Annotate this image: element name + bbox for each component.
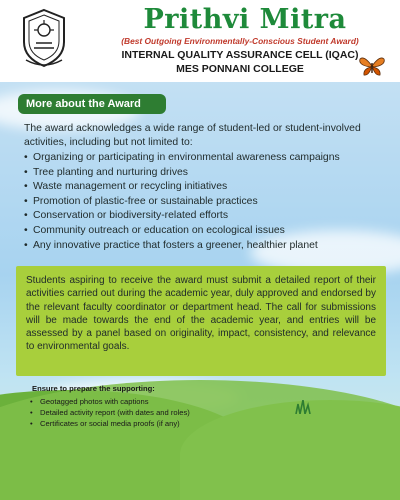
list-item-text: Conservation or biodiversity-related efforts xyxy=(33,210,229,222)
college-name: MES PONNANI COLLEGE xyxy=(176,63,304,75)
section-heading-badge: More about the Award xyxy=(18,94,166,114)
list-item: • Community outreach or education on ecological issues xyxy=(24,224,285,236)
list-item-text: Detailed activity report (with dates and roles) xyxy=(40,408,190,417)
supporting-docs-list xyxy=(30,396,190,429)
list-item-text: Certificates or social media proofs (if any) xyxy=(40,419,180,428)
activity-bullet-list xyxy=(24,151,384,253)
list-item: • Tree planting and nurturing drives xyxy=(24,166,188,178)
list-item-text: Tree planting and nurturing drives xyxy=(33,166,188,178)
list-item: • Certificates or social media proofs (if any) xyxy=(30,419,180,428)
list-item-text: Promotion of plastic-free or sustainable practices xyxy=(33,195,258,207)
award-subtitle: (Best Outgoing Environmentally-Conscious Student Award) xyxy=(121,36,359,46)
list-item: • Geotagged photos with captions xyxy=(30,397,149,406)
award-title: Prithvi Mitra xyxy=(143,4,347,35)
list-item-text: Organizing or participating in environmental awareness campaigns xyxy=(33,152,340,163)
grass-tuft-icon xyxy=(294,400,312,414)
organizer-cell: INTERNAL QUALITY ASSURANCE CELL (IQAC) xyxy=(121,49,359,61)
list-item-text: Geotagged photos with captions xyxy=(40,397,149,406)
college-emblem-logo xyxy=(20,8,68,68)
list-item: • Detailed activity report (with dates and roles) xyxy=(30,408,190,417)
list-item: • Conservation or biodiversity-related efforts xyxy=(24,210,229,222)
award-intro-text: The award acknowledges a wide range of student-led or student-involved activities, including but not limited to: xyxy=(24,123,361,148)
list-item-text: Community outreach or education on ecological issues xyxy=(33,224,285,236)
list-item: • Promotion of plastic-free or sustainable practices xyxy=(24,195,258,207)
supporting-docs-title: Ensure to prepare the supporting: xyxy=(32,384,155,393)
header-banner xyxy=(0,0,400,82)
list-item: • Any innovative practice that fosters a greener, healthier planet xyxy=(24,239,318,251)
submission-text: Students aspiring to receive the award must submit a detailed report of their activities carried out during the academic year, duly approved and endorsed by the relevant faculty coordinator or department head. The call for submissions will be made towards the end of the academic year, and entries will be assessed by a panel based on originality, impact, consistency, and relevance to environmental goals. xyxy=(26,275,376,353)
submission-info-box xyxy=(16,266,386,376)
list-item-text: Any innovative practice that fosters a greener, healthier planet xyxy=(33,239,318,251)
list-item-text: Waste management or recycling initiatives xyxy=(33,181,228,193)
butterfly-icon xyxy=(358,55,386,77)
list-item: • Waste management or recycling initiatives xyxy=(24,181,228,193)
list-item: • Organizing or participating in environmental awareness campaigns xyxy=(24,152,340,163)
